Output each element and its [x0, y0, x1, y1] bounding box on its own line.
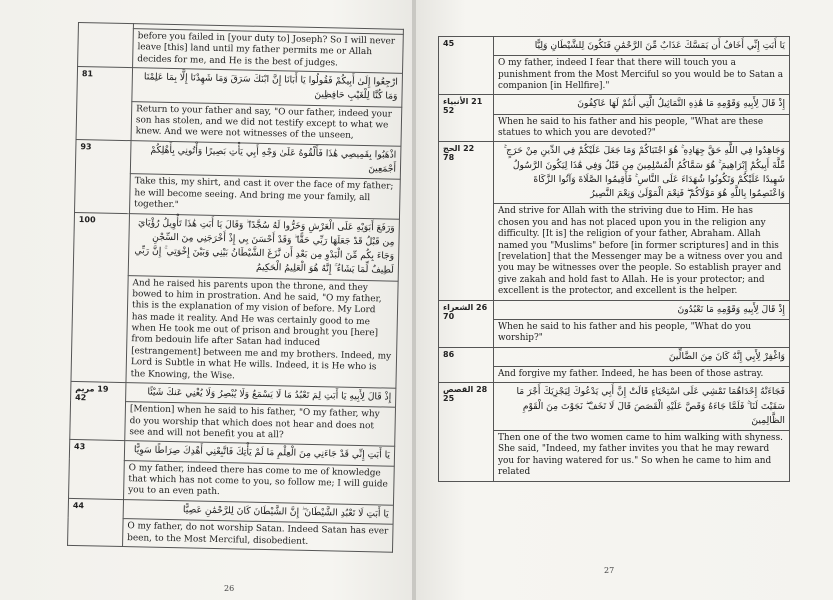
verse-row	[439, 347, 790, 366]
verse-row	[439, 37, 790, 56]
verse-reference-cell	[78, 23, 134, 68]
english-translation: And he raised his parents upon the throne, and they bowed to him in prostration. And he said, "O my father, this is the explanation of my vision of before. My Lord has made it reality. And He was certainly good to me when He took me out of prison and brought you [here] from bedouin life after Satan had induced [estrangement] between me and my brothers. Indeed, my Lord is Subtle in what He wills. Indeed, it is He who is the Knowing, the Wise.	[126, 275, 398, 388]
verse-number: 45	[443, 39, 455, 48]
page-number: 26	[224, 584, 235, 593]
verse-row	[75, 139, 401, 179]
english-translation: And forgive my father. Indeed, he has been of those astray.	[494, 366, 790, 382]
arabic-verse: وَاغْفِرْ لِأَبِي إِنَّهُ كَانَ مِنَ الضَّالِّينَ	[494, 347, 790, 366]
verse-number: 70	[443, 311, 455, 321]
sura-label: 22 الحج	[443, 144, 475, 154]
verse-reference-cell	[71, 212, 130, 383]
verse-number: 86	[443, 349, 455, 359]
english-translation: And strive for Allah with the striving due to Him. He has chosen you and has not placed upon you in the religion any difficulty. [It is] the religion of your father, Abraham. Allah named you "Muslims" before [in former scriptures] and in this [revelation] that the Messenger may be a witness over you and you may be witnesses over the people. So establish prayer and give zakah and hold fast to Allah. He is your protector; and excellent is the protector, and excellent is the helper.	[494, 204, 790, 300]
verse-reference-cell	[439, 142, 494, 300]
verse-reference-cell	[439, 383, 494, 481]
sura-label	[83, 25, 129, 26]
verse-row	[73, 212, 399, 281]
left-page	[0, 0, 414, 600]
verse-reference-cell	[439, 37, 494, 95]
verse-row	[439, 142, 790, 204]
verse-reference-cell	[439, 347, 494, 383]
english-translation: O my father, indeed I fear that there will touch you a punishment from the Most Merciful so you would be to Satan a companion [in Hellfire]."	[494, 56, 790, 95]
verse-table-left	[67, 22, 404, 553]
arabic-verse: إِذْ قَالَ لِأَبِيهِ وَقَوْمِهِ مَا هَٰذِهِ التَّمَاثِيلُ الَّتِي أَنتُمْ لَهَا عَاكِفُونَ	[494, 95, 790, 114]
verse-number: 100	[78, 214, 96, 224]
verse-table-right	[438, 36, 790, 482]
verse-reference-cell	[76, 67, 133, 141]
verse-reference-cell	[75, 139, 132, 213]
arabic-verse: وَجَاهِدُوا فِي اللَّهِ حَقَّ جِهَادِهِ ۚ هُوَ اجْتَبَاكُمْ وَمَا جَعَلَ عَلَيْكُمْ فِي الدِّينِ مِنْ حَرَجٍ ۚ مِّلَّةَ أَبِيكُمْ إِبْرَاهِيمَ ۚ هُوَ سَمَّاكُمُ الْمُسْلِمِينَ مِن قَبْلُ وَفِي هَٰذَا لِيَكُونَ الرَّسُولُ شَهِيدًا عَلَيْكُمْ وَتَكُونُوا شُهَدَاءَ عَلَى النَّاسِ ۚ فَأَقِيمُوا الصَّلَاةَ وَآتُوا الزَّكَاةَ وَاعْتَصِمُوا بِاللَّهِ هُوَ مَوْلَاكُمْ ۖ فَنِعْمَ الْمَوْلَىٰ وَنِعْمَ النَّصِيرُ	[494, 142, 790, 204]
verse-reference-cell	[69, 440, 125, 500]
english-translation: O my father, do not worship Satan. Indeed Satan has ever been, to the Most Merciful, disobedient.	[123, 519, 394, 552]
verse-row	[439, 95, 790, 114]
arabic-verse: يَا أَبَتِ إِنِّي قَدْ جَاءَنِي مِنَ الْعِلْمِ مَا لَمْ يَأْتِكَ فَاتَّبِعْنِي أَهْدِكَ صِرَاطًا سَوِيًّا	[124, 441, 394, 466]
page-number: 27	[604, 566, 615, 575]
english-translation: Then one of the two women came to him walking with shyness. She said, "Indeed, my father invites you that he may reward you for having watered for us." So when he came to him and related	[494, 431, 790, 482]
verse-reference-cell	[70, 381, 126, 441]
right-page	[416, 0, 833, 600]
arabic-verse: إِذْ قَالَ لِأَبِيهِ يَا أَبَتِ لِمَ تَعْبُدُ مَا لَا يَسْمَعُ وَلَا يُبْصِرُ وَلَا يُغْنِي عَنكَ شَيْئًا	[126, 383, 396, 408]
verse-number: 78	[443, 153, 455, 163]
english-translation: [Mention] when he said to his father, "O my father, why do you worship that which does not hear and does not see and will not benefit you at all?	[125, 402, 396, 447]
verse-number: 52	[443, 106, 455, 116]
verse-number: 25	[443, 394, 455, 404]
verse-number: 93	[80, 141, 92, 152]
arabic-verse: فَجَاءَتْهُ إِحْدَاهُمَا تَمْشِي عَلَى اسْتِحْيَاءٍ قَالَتْ إِنَّ أَبِي يَدْعُوكَ لِيَجْزِيَكَ أَجْرَ مَا سَقَيْتَ لَنَا ۚ فَلَمَّا جَاءَهُ وَقَصَّ عَلَيْهِ الْقَصَصَ قَالَ لَا تَخَفْ ۖ نَجَوْتَ مِنَ الْقَوْمِ الظَّالِمِينَ	[494, 383, 790, 431]
verse-number: 81	[81, 69, 94, 79]
sura-label: 19 مريم	[75, 384, 109, 394]
english-translation: O my father, indeed there has come to me of knowledge that which has not come to you, so follow me; I will guide you to an even path.	[124, 460, 395, 505]
verse-row	[439, 300, 790, 319]
verse-number: 43	[74, 442, 86, 452]
arabic-verse: ارْجِعُوا إِلَىٰ أَبِيكُمْ فَقُولُوا يَا أَبَانَا إِنَّ ابْنَكَ سَرَقَ وَمَا شَهِدْنَا إِلَّا بِمَا عَلِمْنَا وَمَا كُنَّا لِلْغَيْبِ حَافِظِينَ	[132, 68, 403, 107]
arabic-verse: إِذْ قَالَ لِأَبِيهِ وَقَوْمِهِ مَا تَعْبُدُونَ	[494, 300, 790, 319]
verse-number: 44	[72, 500, 85, 511]
english-translation: Return to your father and say, "O our father, indeed your son has stolen, and we did not testify except to what we knew. And we were not witnesses of the unseen,	[131, 101, 402, 146]
verse-reference-cell	[439, 300, 494, 347]
english-translation: When he said to his father and his people, "What are these statues to which you are devoted?"	[494, 114, 790, 142]
verse-reference-cell	[68, 498, 124, 546]
verse-row	[77, 67, 403, 107]
sura-label: 21 الأنبياء	[443, 97, 483, 107]
verse-reference-cell	[439, 95, 494, 142]
arabic-verse: يَا أَبَتِ لَا تَعْبُدِ الشَّيْطَانَ ۖ إِنَّ الشَّيْطَانَ كَانَ لِلرَّحْمَٰنِ عَصِيًّا	[123, 499, 393, 524]
english-translation: before you failed in [your duty to] Joseph? So I will never leave [this] land until my father permits me or Allah decides for me, and He is the best of judges.	[133, 29, 404, 74]
english-translation: When he said to his father and his people, "What do you worship?"	[494, 319, 790, 347]
english-translation: Take this, my shirt, and cast it over the face of my father; he will become seeing. And bring me your family, all together."	[130, 174, 401, 219]
verse-row	[439, 383, 790, 431]
sura-label: 28 القصص	[443, 385, 488, 395]
arabic-verse: وَرَفَعَ أَبَوَيْهِ عَلَى الْعَرْشِ وَخَرُّوا لَهُ سُجَّدًا ۖ وَقَالَ يَا أَبَتِ هَٰذَا تَأْوِيلُ رُؤْيَايَ مِن قَبْلُ قَدْ جَعَلَهَا رَبِّي حَقًّا ۖ وَقَدْ أَحْسَنَ بِي إِذْ أَخْرَجَنِي مِنَ السِّجْنِ وَجَاءَ بِكُم مِّنَ الْبَدْوِ مِن بَعْدِ أَن نَّزَغَ الشَّيْطَانُ بَيْنِي وَبَيْنَ إِخْوَتِي ۚ إِنَّ رَبِّي لَطِيفٌ لِّمَا يَشَاءُ ۚ إِنَّهُ هُوَ الْعَلِيمُ الْحَكِيمُ	[128, 213, 399, 281]
verse-number: 42	[75, 393, 87, 403]
sura-label: 26 الشعراء	[443, 302, 488, 312]
arabic-verse: اذْهَبُوا بِقَمِيصِي هَٰذَا فَأَلْقُوهُ عَلَىٰ وَجْهِ أَبِي يَأْتِ بَصِيرًا وَأْتُونِي بِأَهْلِكُمْ أَجْمَعِينَ	[130, 140, 401, 179]
arabic-verse: يَا أَبَتِ إِنِّي أَخَافُ أَن يَمَسَّكَ عَذَابٌ مِّنَ الرَّحْمَٰنِ فَتَكُونَ لِلشَّيْطَانِ وَلِيًّا	[494, 37, 790, 56]
